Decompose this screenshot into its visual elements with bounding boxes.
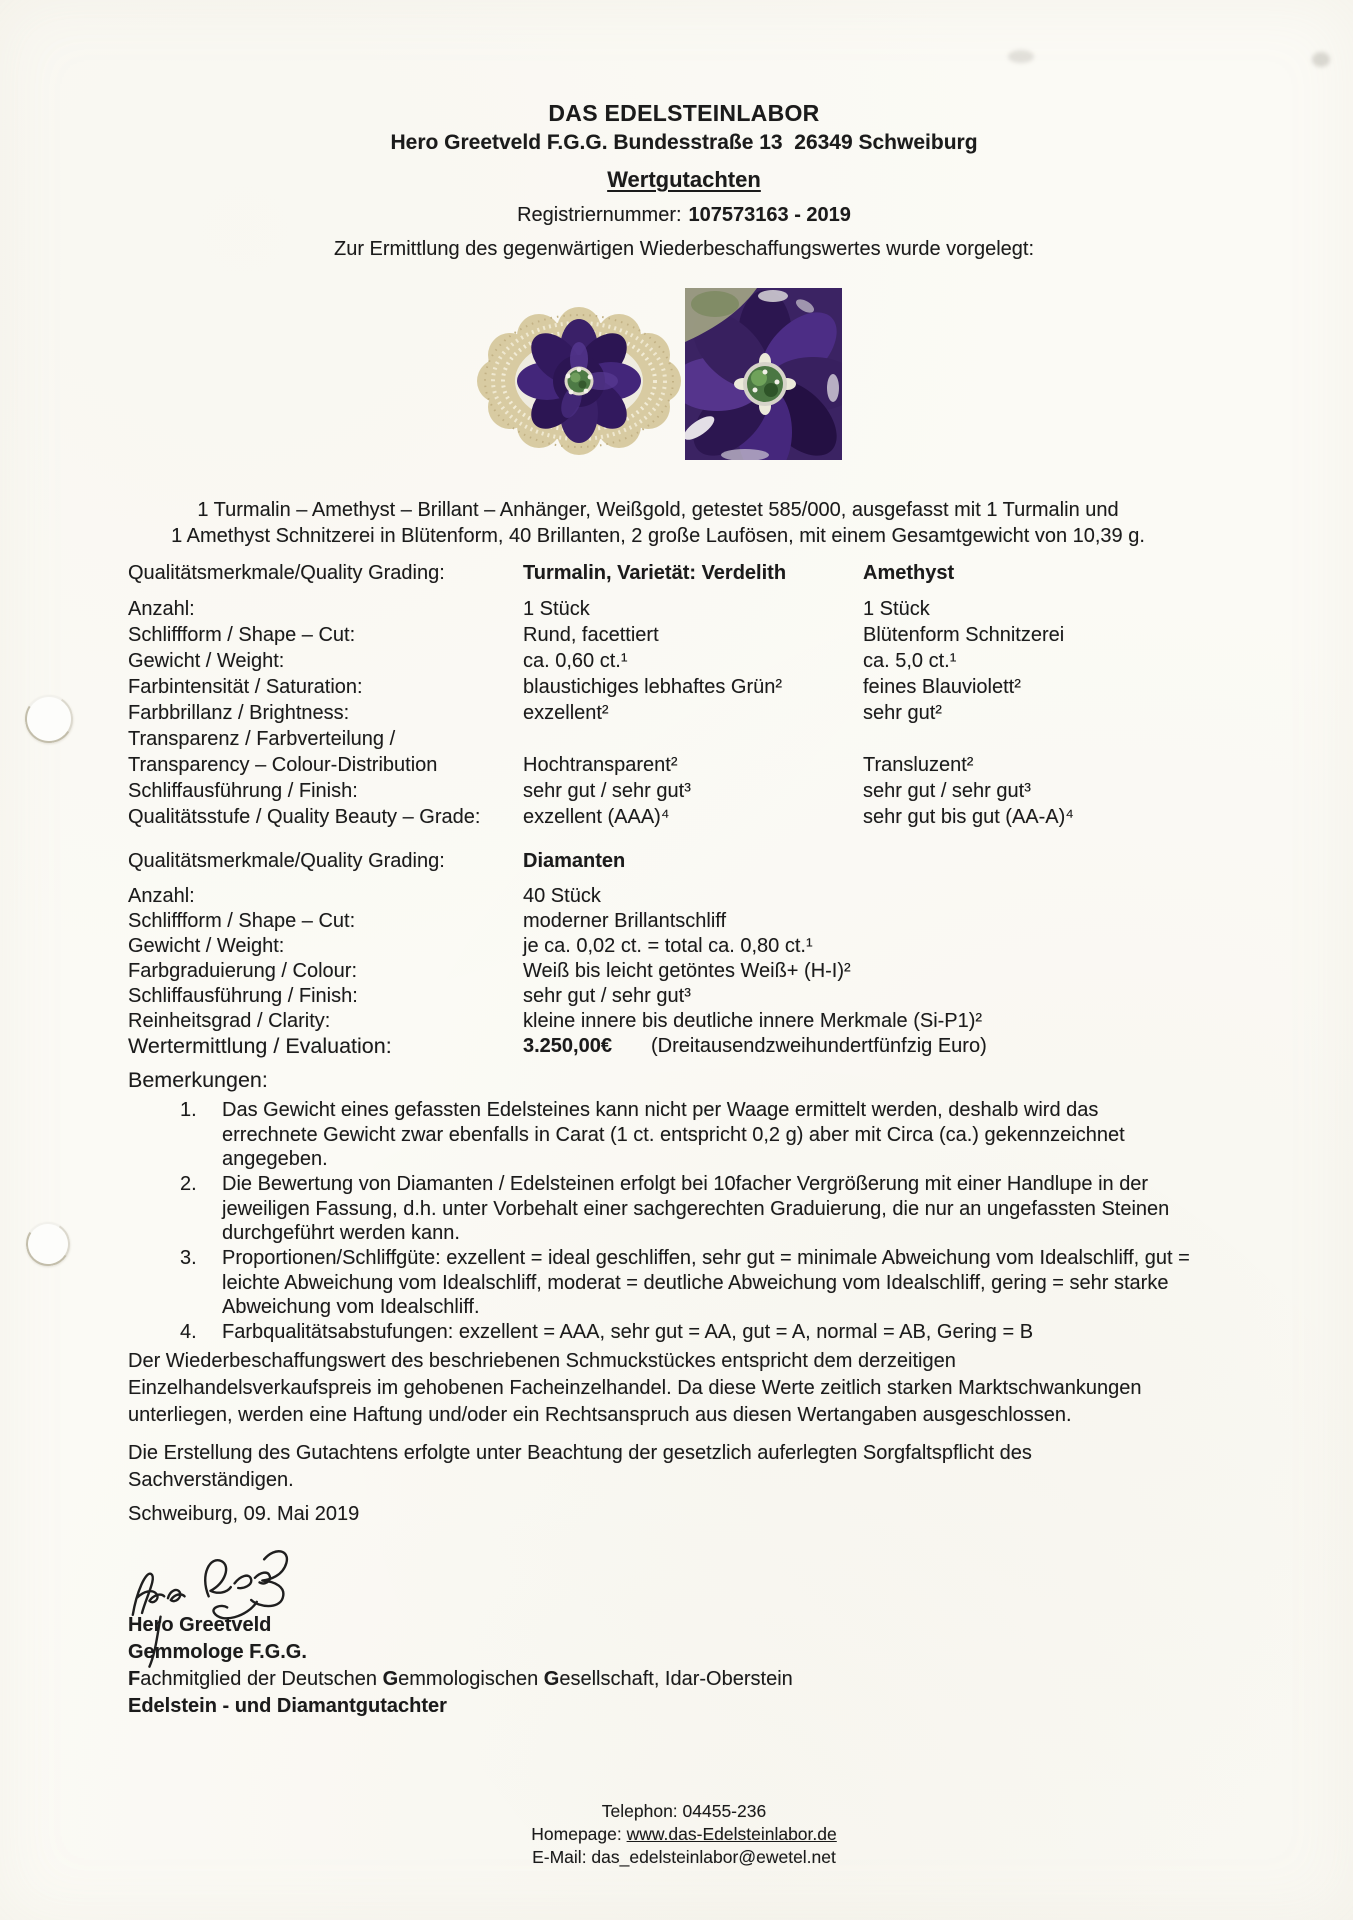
row-value-amethyst: Transluzent²: [863, 754, 974, 776]
row-label: Reinheitsgrad / Clarity:: [128, 1010, 331, 1032]
row-label: Farbintensität / Saturation:: [128, 676, 363, 698]
scan-speck: [1008, 50, 1034, 63]
membership-initial: G: [543, 1668, 560, 1690]
row-label: Schliffform / Shape – Cut:: [128, 624, 356, 646]
row-value-diamonds: je ca. 0,02 ct. = total ca. 0,80 ct.¹: [523, 935, 813, 957]
remark-number: 4.: [180, 1321, 197, 1343]
footer-homepage-url: www.das-Edelsteinlabor.de: [626, 1824, 837, 1844]
table-row: [0, 778, 1353, 804]
row-value-amethyst: [863, 726, 1353, 752]
remark-text: [222, 1172, 1169, 1246]
table-row: [0, 959, 1353, 984]
row-value-amethyst: Blütenform Schnitzerei: [863, 624, 1065, 646]
intro-line: Zur Ermittlung des gegenwärtigen Wiederbeschaffungswertes wurde vorgelegt:: [334, 238, 1034, 260]
membership-text: achmitglied der Deutschen: [140, 1668, 383, 1690]
paragraph-line: unterliegen, werden eine Haftung und/oder ein Rechtsanspruch aus diesen Wertangaben ausgeschlossen.: [128, 1404, 1072, 1426]
table-row: [0, 622, 1353, 648]
lab-name: DAS EDELSTEINLABOR: [548, 100, 820, 126]
row-label: Gewicht / Weight:: [128, 650, 285, 672]
paragraph-line: Sachverständigen.: [128, 1469, 294, 1491]
grading-col-diamonds: Diamanten: [523, 850, 626, 872]
row-label: Farbgraduierung / Colour:: [128, 960, 358, 982]
grading-table2-header: [0, 850, 1353, 873]
remark-line: Das Gewicht eines gefassten Edelsteines kann nicht per Waage ermittelt werden, deshalb wird das: [222, 1099, 1099, 1121]
table-row: [0, 909, 1353, 934]
remark-line: leichte Abweichung vom Idealschliff, moderat = deutliche Abweichung vom Idealschliff, gering = sehr starke: [222, 1271, 1169, 1294]
registration-number: 107573163 - 2019: [688, 204, 851, 226]
row-label: Schliffausführung / Finish:: [128, 780, 358, 802]
row-value-tourmaline: Rund, facettiert: [523, 624, 659, 646]
row-value-tourmaline: sehr gut / sehr gut³: [523, 780, 691, 802]
remark-number: 3.: [180, 1247, 197, 1269]
signatory-title: Gemmologe F.G.G.: [128, 1641, 307, 1663]
disclaimer-paragraph-1: [128, 1348, 1142, 1429]
item-description-line1: 1 Turmalin – Amethyst – Brillant – Anhänger, Weißgold, getestet 585/000, ausgefasst mit 1 Turmalin und: [197, 499, 1119, 521]
remark-item: [180, 1246, 1190, 1320]
table-row: [0, 726, 1353, 752]
row-value-diamonds: 40 Stück: [523, 885, 601, 907]
grading-header-label: Qualitätsmerkmale/Quality Grading:: [128, 850, 445, 872]
remark-line: Die Bewertung von Diamanten / Edelsteinen erfolgt bei 10facher Vergrößerung mit einer Handlupe in der: [222, 1173, 1149, 1195]
table-row: [0, 596, 1353, 622]
row-value-tourmaline: Hochtransparent²: [523, 754, 678, 776]
grading-table1-rows: [0, 596, 1353, 830]
membership-initial: F: [128, 1668, 141, 1690]
row-label: Schliffform / Shape – Cut:: [128, 910, 356, 932]
row-label: Farbbrillanz / Brightness:: [128, 702, 350, 724]
paragraph-line: Einzelhandelsverkaufspreis im gehobenen Facheinzelhandel. Da diese Werte zeitlich starken Marktschwankungen: [128, 1377, 1142, 1399]
row-value-amethyst: ca. 5,0 ct.¹: [863, 650, 957, 672]
remark-line: errechnete Gewicht zwar ebenfalls in Carat (1 ct. entspricht 0,2 g) aber mit Circa (ca.) gekennzeichnet: [222, 1123, 1125, 1146]
place-date-line: Schweiburg, 09. Mai 2019: [128, 1503, 360, 1525]
row-value-amethyst: sehr gut / sehr gut³: [863, 780, 1031, 802]
grading-header-label: Qualitätsmerkmale/Quality Grading:: [128, 562, 445, 584]
paragraph-line: Die Erstellung des Gutachtens erfolgte unter Beachtung der gesetzlich auferlegten Sorgfaltspflicht des: [128, 1442, 1032, 1464]
row-value-amethyst: 1 Stück: [863, 598, 930, 620]
table-row: [0, 1009, 1353, 1034]
row-value-tourmaline: exzellent²: [523, 702, 609, 724]
signatory-membership: [128, 1666, 793, 1693]
registration-line: [128, 204, 1240, 227]
empty-cell: [863, 850, 1353, 873]
table-row: [0, 648, 1353, 674]
remark-line: Abweichung vom Idealschliff.: [222, 1296, 480, 1318]
row-value-amethyst: sehr gut bis gut (AA-A)⁴: [863, 806, 1074, 828]
footer-phone: Telephon: 04455-236: [601, 1801, 767, 1821]
paragraph-line: Der Wiederbeschaffungswert des beschriebenen Schmuckstückes entspricht dem derzeitigen: [128, 1350, 956, 1372]
membership-text: emmologischen: [398, 1668, 544, 1690]
footer-homepage-label: Homepage:: [531, 1824, 627, 1844]
grading-table2-rows: [0, 884, 1353, 1034]
pendant-photo-detail: [685, 288, 842, 460]
signatory-block: [128, 1612, 793, 1720]
remarks-heading: Bemerkungen:: [128, 1068, 268, 1092]
row-label: Qualitätsstufe / Quality Beauty – Grade:: [128, 806, 481, 828]
table-row: [0, 804, 1353, 830]
table-row: [0, 674, 1353, 700]
row-value-amethyst: feines Blauviolett²: [863, 676, 1021, 698]
row-label: Anzahl:: [128, 598, 195, 620]
pendant-photo-full: [473, 305, 685, 457]
membership-text: esellschaft, Idar-Oberstein: [559, 1668, 793, 1690]
remark-line: Proportionen/Schliffgüte: exzellent = ideal geschliffen, sehr gut = minimale Abweichung vom Idealschliff, gut =: [222, 1247, 1190, 1269]
row-value-amethyst: sehr gut²: [863, 702, 942, 724]
table-row: [0, 700, 1353, 726]
footer-contact: [128, 1800, 1240, 1869]
row-value-tourmaline: exzellent (AAA)⁴: [523, 806, 670, 828]
remark-line: durchgeführt werden kann.: [222, 1222, 460, 1244]
table-row: [0, 752, 1353, 778]
row-label: Transparency – Colour-Distribution: [128, 754, 438, 776]
signatory-role: Edelstein - und Diamantgutachter: [128, 1695, 447, 1717]
row-label: Anzahl:: [128, 885, 195, 907]
table-row: [0, 884, 1353, 909]
remark-line: angegeben.: [222, 1148, 328, 1170]
grading-col-tourmaline: Turmalin, Varietät: Verdelith: [523, 562, 787, 584]
row-value-tourmaline: ca. 0,60 ct.¹: [523, 650, 628, 672]
lab-address: Hero Greetveld F.G.G. Bundesstraße 13 26349 Schweiburg: [390, 131, 978, 154]
table-row: [0, 984, 1353, 1009]
punch-hole: [22, 1218, 74, 1270]
evaluation-amount: 3.250,00€: [523, 1035, 612, 1057]
row-label: Transparenz / Farbverteilung /: [128, 728, 396, 750]
tourmaline-center: [565, 367, 594, 396]
grading-table1-header: [0, 562, 1353, 585]
row-label: Schliffausführung / Finish:: [128, 985, 358, 1007]
signatory-name: Hero Greetveld: [128, 1614, 272, 1636]
remark-line: jeweiligen Fassung, d.h. unter Vorbehalt einer sachgerechten Graduierung, die nur an ungefassten Steinen: [222, 1197, 1170, 1220]
evaluation-amount-words: (Dreitausendzweihundertfünfzig Euro): [651, 1035, 987, 1057]
remark-item: [180, 1098, 1125, 1172]
table-row: [0, 934, 1353, 959]
row-value-tourmaline: blaustichiges lebhaftes Grün²: [523, 676, 783, 698]
remark-number: 1.: [180, 1099, 197, 1121]
footer-homepage: [128, 1823, 1240, 1846]
remark-item: [180, 1320, 1033, 1345]
remark-number: 2.: [180, 1173, 197, 1195]
row-value-tourmaline: 1 Stück: [523, 598, 590, 620]
row-value-tourmaline: [523, 726, 863, 752]
item-description: [0, 497, 1316, 549]
row-value-diamonds: moderner Brillantschliff: [523, 910, 727, 932]
document-title: Wertgutachten: [607, 167, 761, 192]
remark-item: [180, 1172, 1169, 1246]
evaluation-line: [128, 1034, 1240, 1059]
disclaimer-paragraph-2: [128, 1440, 1032, 1494]
row-value-diamonds: Weiß bis leicht getöntes Weiß+ (H-I)²: [523, 960, 851, 982]
row-value-diamonds: kleine innere bis deutliche innere Merkmale (Si-P1)²: [523, 1010, 983, 1032]
row-value-diamonds: sehr gut / sehr gut³: [523, 985, 691, 1007]
item-description-line2: 1 Amethyst Schnitzerei in Blütenform, 40 Brillanten, 2 große Laufösen, mit einem Gesamtgewicht von 10,39 g.: [171, 525, 1145, 547]
remark-line: Farbqualitätsabstufungen: exzellent = AAA, sehr gut = AA, gut = A, normal = AB, Gering = B: [222, 1321, 1034, 1343]
remark-text: [222, 1246, 1190, 1320]
footer-email: E-Mail: das_edelsteinlabor@ewetel.net: [532, 1847, 836, 1867]
membership-initial: G: [382, 1668, 399, 1690]
grading-col-amethyst: Amethyst: [863, 562, 955, 584]
scan-speck: [1312, 52, 1330, 67]
remark-text: [222, 1320, 1033, 1345]
row-label: Gewicht / Weight:: [128, 935, 285, 957]
registration-label: Registriernummer:: [517, 204, 682, 226]
evaluation-label: Wertermittlung / Evaluation:: [128, 1034, 392, 1058]
remark-text: [222, 1098, 1125, 1172]
